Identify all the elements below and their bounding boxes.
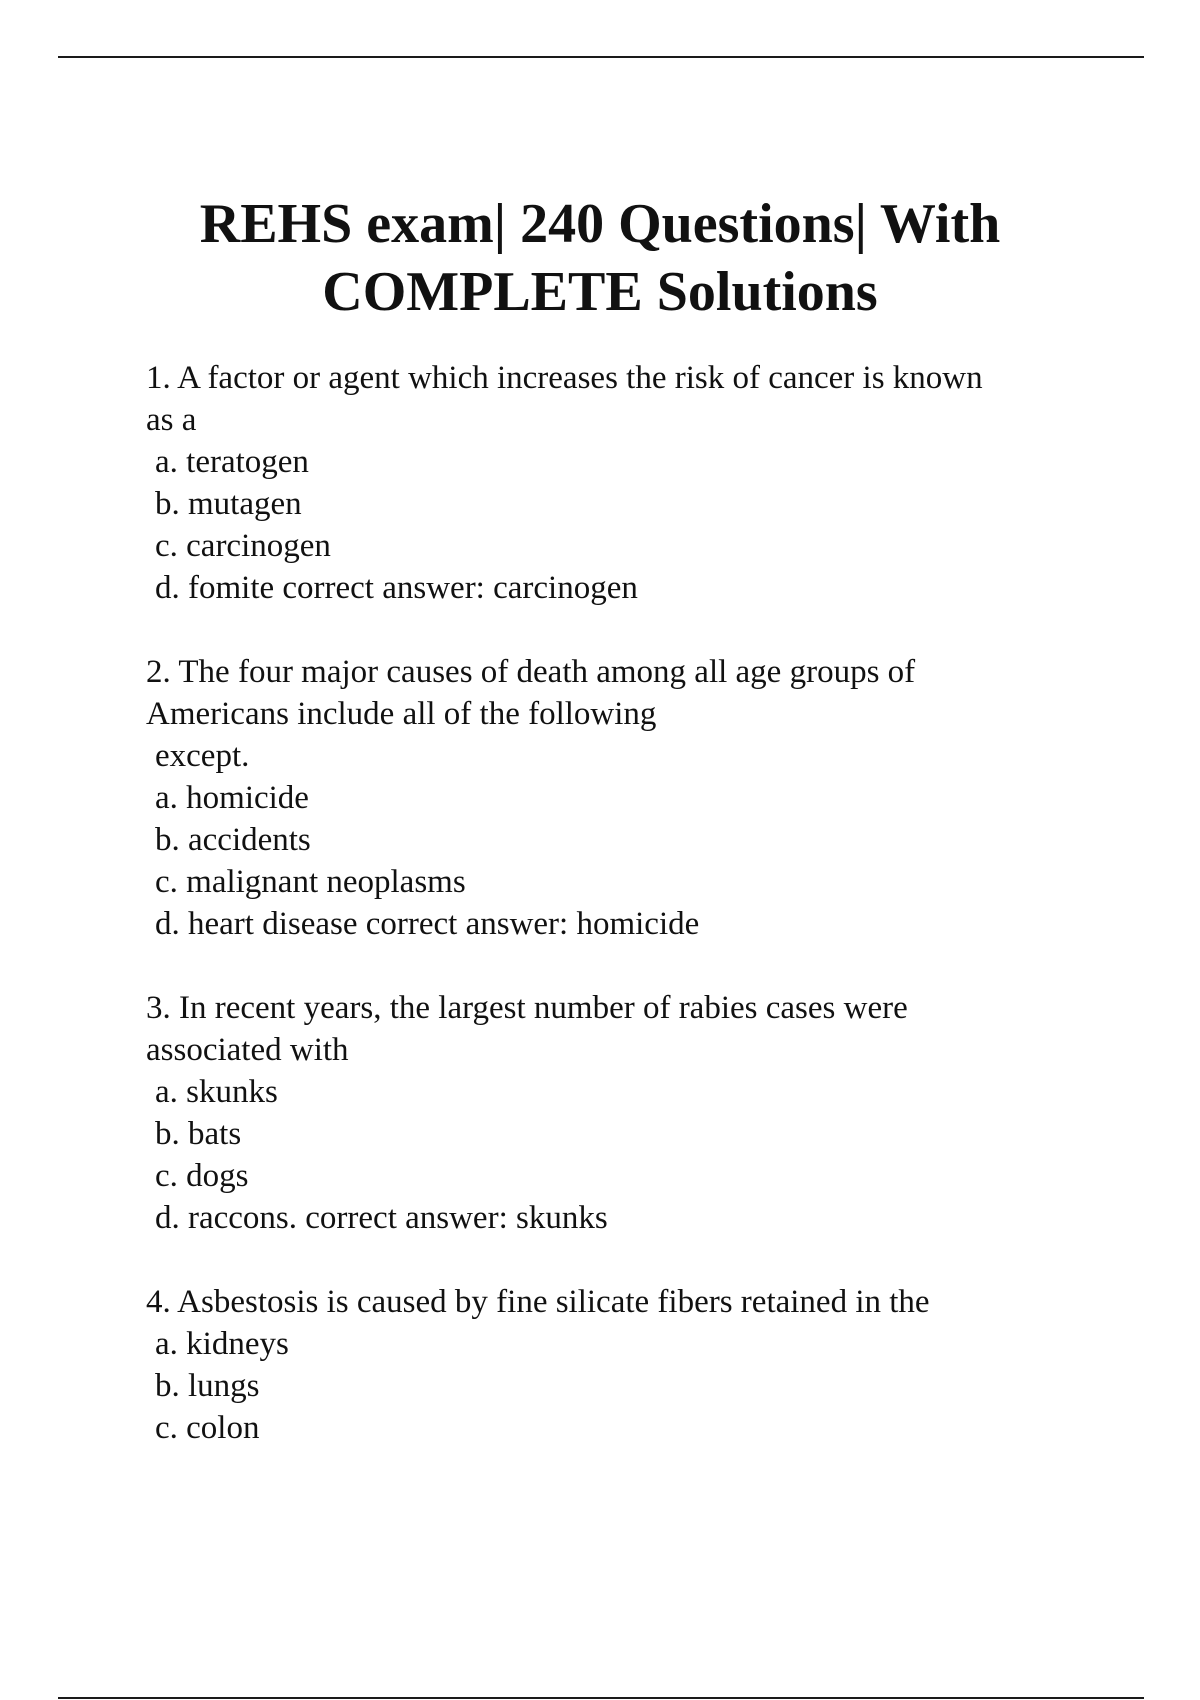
answer-option: b. bats (155, 1116, 242, 1152)
top-rule (58, 56, 1144, 58)
question-list (146, 357, 1096, 1491)
answer-option: b. mutagen (155, 486, 302, 522)
title-line-2: COMPLETE Solutions (322, 261, 878, 323)
question-stem-line: 2. The four major causes of death among all age groups of (146, 654, 916, 690)
question-stem-line: as a (146, 402, 197, 438)
answer-option: b. accidents (155, 822, 311, 858)
answer-option: a. kidneys (155, 1326, 289, 1362)
answer-option: c. carcinogen (155, 528, 331, 564)
question-stem-line: 3. In recent years, the largest number of rabies cases were (146, 990, 908, 1026)
answer-option-with-correct-answer: d. raccons. correct answer: skunks (155, 1200, 608, 1236)
question-1 (146, 357, 1096, 609)
answer-option: a. skunks (155, 1074, 278, 1110)
question-stem-line: 1. A factor or agent which increases the risk of cancer is known (146, 360, 983, 396)
question-2 (146, 651, 1096, 945)
answer-option-with-correct-answer: d. heart disease correct answer: homicide (155, 906, 700, 942)
question-4 (146, 1281, 1096, 1449)
answer-option-with-correct-answer: d. fomite correct answer: carcinogen (155, 570, 638, 606)
question-stem-continuation: except. (155, 738, 250, 774)
answer-option: b. lungs (155, 1368, 260, 1404)
answer-option: c. colon (155, 1410, 260, 1446)
answer-option: c. dogs (155, 1158, 249, 1194)
question-3 (146, 987, 1096, 1239)
question-stem-line: 4. Asbestosis is caused by fine silicate fibers retained in the (146, 1284, 930, 1320)
page-title (100, 190, 1100, 326)
answer-option: c. malignant neoplasms (155, 864, 466, 900)
title-line-1: REHS exam| 240 Questions| With (199, 193, 1001, 255)
answer-option: a. teratogen (155, 444, 309, 480)
question-stem-line: Americans include all of the following (146, 696, 657, 732)
bottom-rule (58, 1697, 1144, 1699)
answer-option: a. homicide (155, 780, 309, 816)
question-stem-line: associated with (146, 1032, 349, 1068)
